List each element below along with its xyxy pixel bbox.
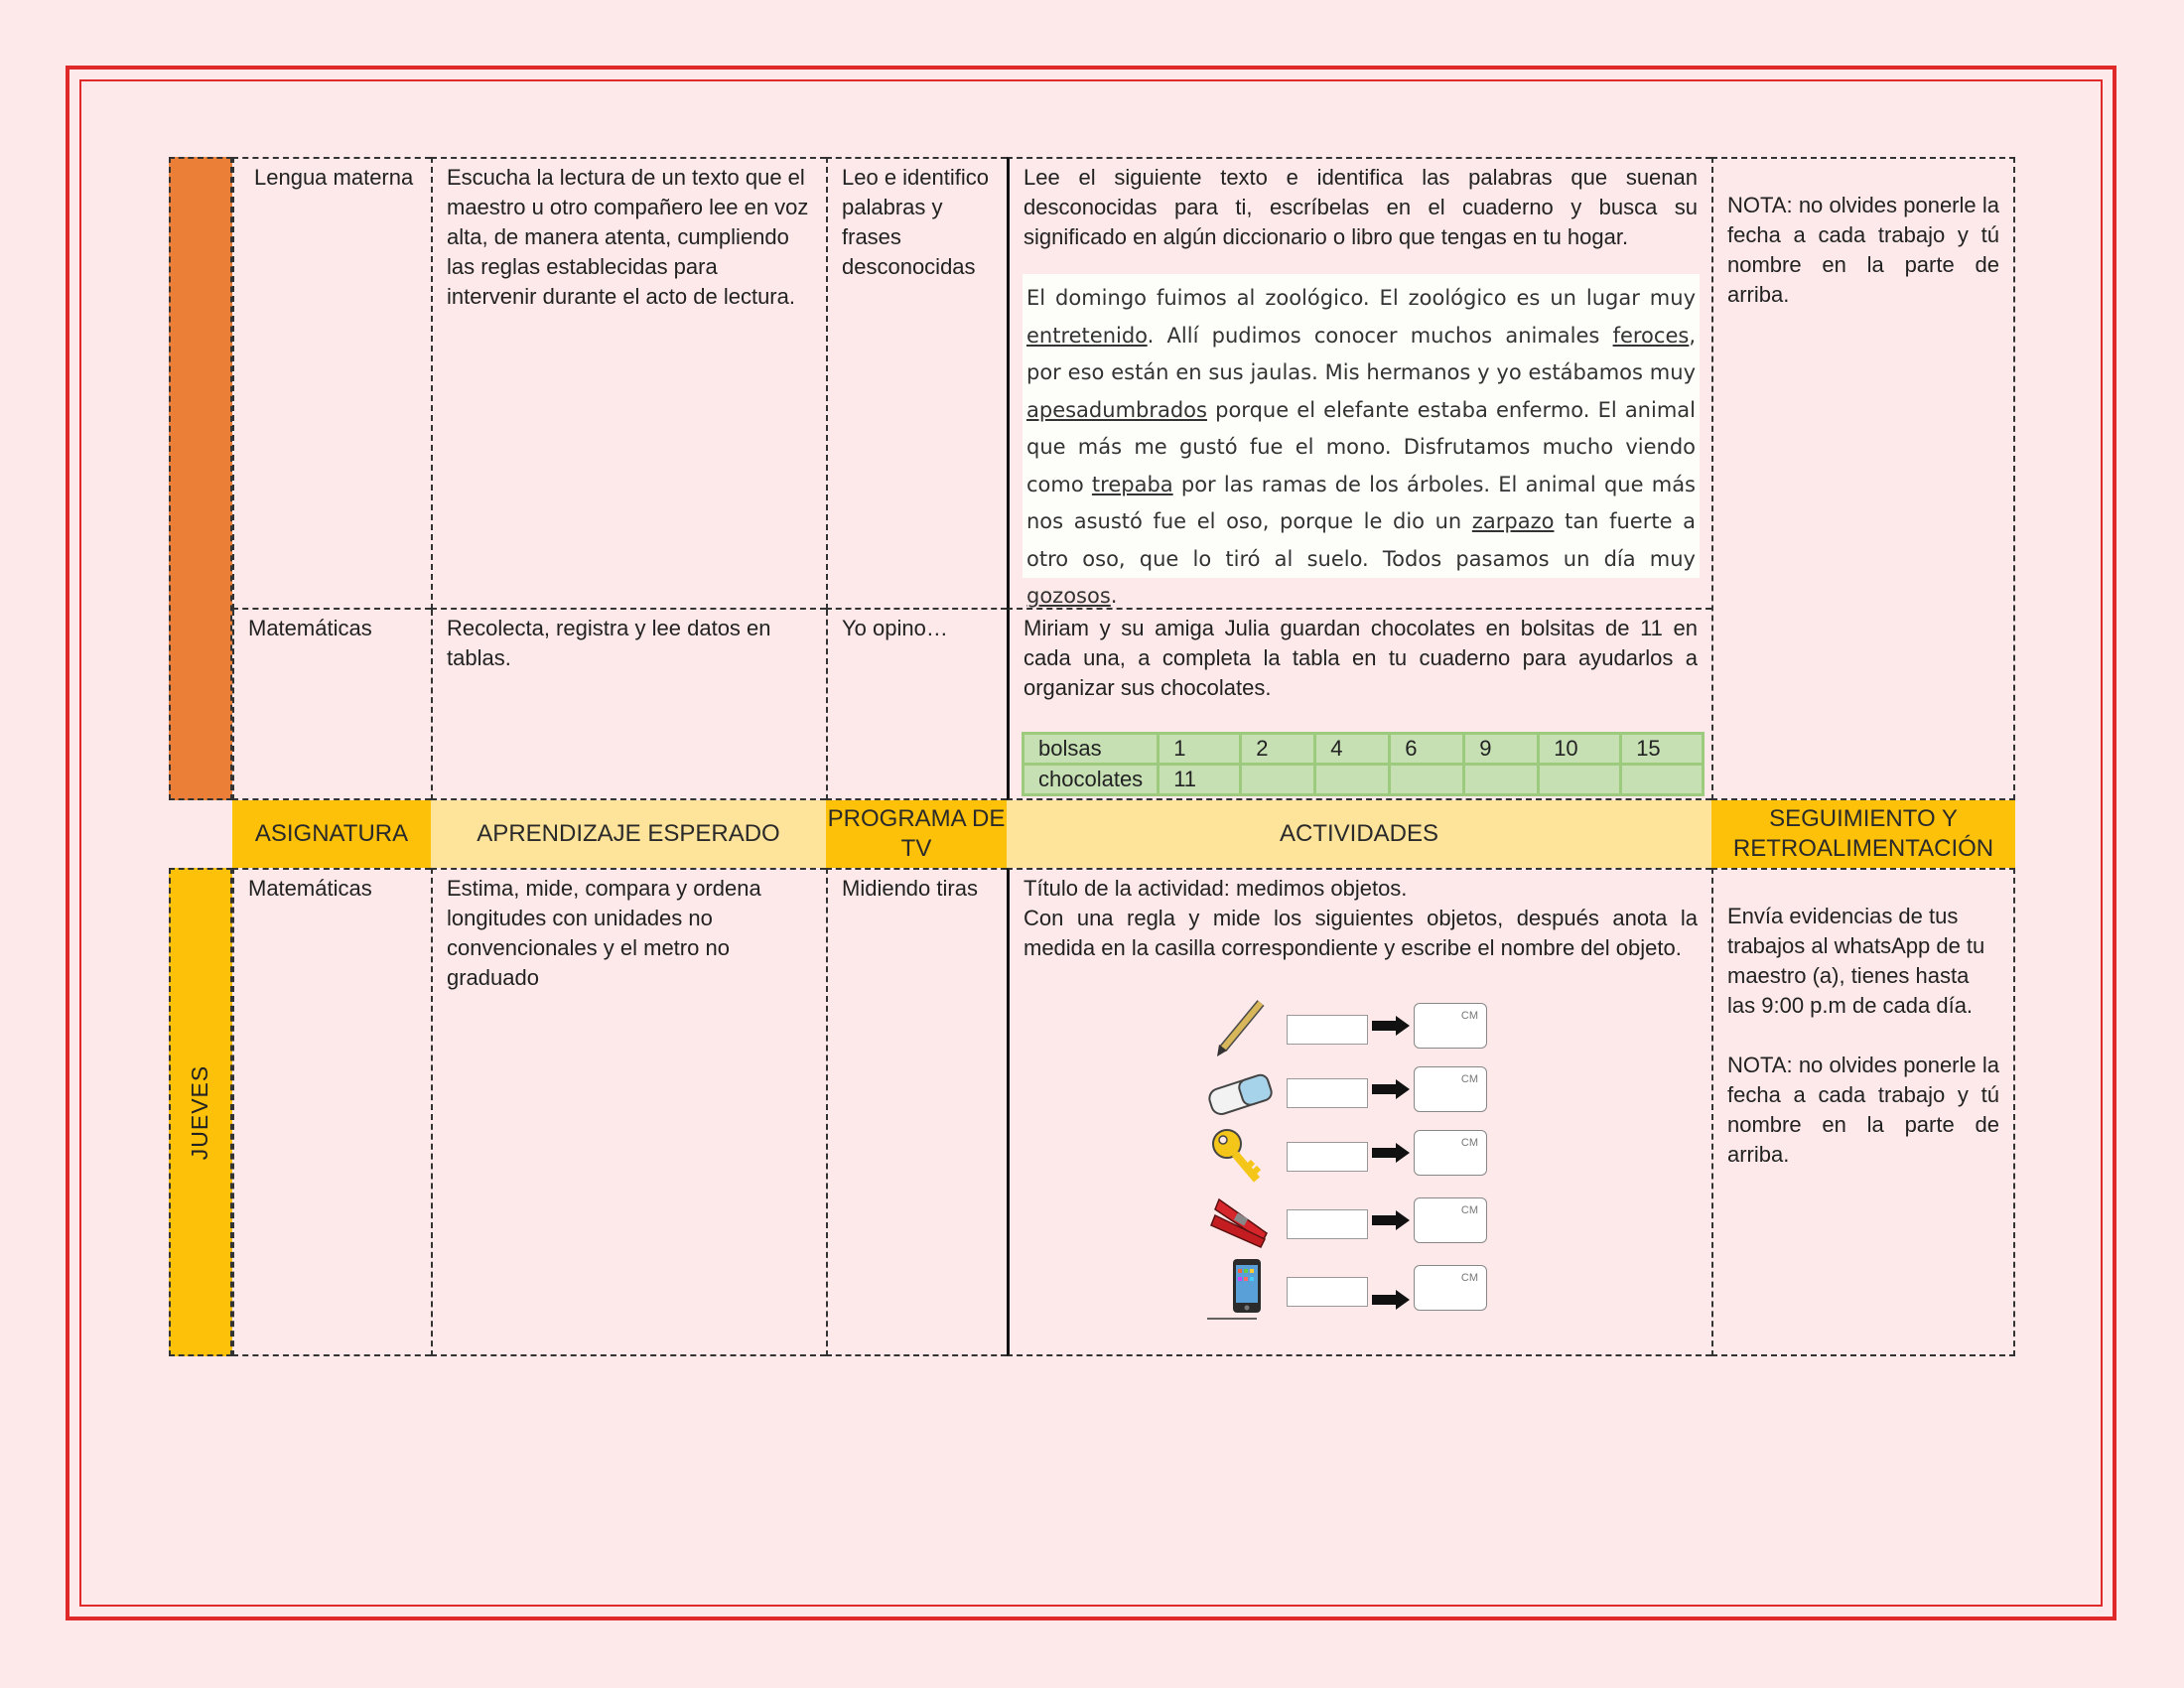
word-trepaba: trepaba: [1091, 472, 1173, 496]
row2-subject: Matemáticas: [232, 610, 431, 800]
row2-program: Yo opino…: [826, 610, 1007, 800]
pencil-icon: [1201, 995, 1277, 1058]
cm-box[interactable]: CM: [1414, 1130, 1487, 1176]
word-gozosos: gozosos: [1026, 584, 1111, 608]
row3-followup: [1711, 868, 2015, 1356]
table-row-chocolates: chocolates 11: [1024, 765, 1704, 795]
arrow-icon: [1372, 1148, 1398, 1158]
header-programa: PROGRAMA DE TV: [826, 800, 1007, 868]
arrow-icon: [1372, 1084, 1398, 1094]
day-band-thursday: [169, 868, 232, 1356]
measure-row-pencil: [1201, 995, 1499, 1058]
row1-program: Leo e identifico palabras y frases desconocidas: [826, 157, 1007, 610]
cm-box[interactable]: CM: [1414, 1066, 1487, 1112]
table-row-bolsas: bolsas 1 2 4 6 9 10 15: [1024, 734, 1704, 765]
measure-row-eraser: [1201, 1058, 1499, 1122]
followup-note: NOTA: no olvides ponerle la fecha a cada trabajo y tú nombre en la parte de arriba.: [1727, 1053, 1999, 1167]
row1-followup: NOTA: no olvides ponerle la fecha a cada trabajo y tú nombre en la parte de arriba.: [1711, 157, 2015, 800]
header-aprendizaje: APRENDIZAJE ESPERADO: [431, 800, 826, 868]
cm-box[interactable]: CM: [1414, 1003, 1487, 1049]
measure-field[interactable]: [1287, 1209, 1368, 1239]
arrow-icon: [1372, 1215, 1398, 1225]
reading-passage: El domingo fuimos al zoológico. El zoológico es un lugar muy entretenido. Allí pudimos conocer muchos animales feroces, por eso están en sus jaulas. Mis hermanos y yo estábamos muy apesadumbrados porque el elefante estaba enfermo. El animal que más me gustó fue el mono. Disfrutamos mucho viendo como trepaba por las ramas de los árboles. El animal que más nos asustó fue el oso, porque le dio un zarpazo tan fuerte a otro oso, que lo tiró al suelo. Todos pasamos un día muy gozosos.: [1026, 286, 1697, 608]
eraser-icon: [1201, 1058, 1277, 1122]
arrow-icon: [1372, 1295, 1398, 1305]
followup-evidence: Envía evidencias de tus trabajos al whatsApp de tu maestro (a), tienes hasta las 9:00 p.m de cada día.: [1727, 904, 1985, 1018]
word-feroces: feroces: [1612, 323, 1690, 348]
row2-activity: Miriam y su amiga Julia guardan chocolates en bolsitas de 11 en cada una, a completa la tabla en tu cuaderno para ayudarlos a organizar sus chocolates.: [1007, 610, 1711, 800]
measure-field[interactable]: [1287, 1078, 1368, 1108]
header-asignatura: ASIGNATURA: [232, 800, 431, 868]
word-entretenido: entretenido: [1026, 323, 1148, 348]
word-zarpazo: zarpazo: [1471, 509, 1555, 533]
row2-learning: Recolecta, registra y lee datos en tablas.: [431, 610, 826, 800]
measure-row-phone: [1201, 1257, 1499, 1321]
key-icon: [1201, 1122, 1277, 1186]
measure-field[interactable]: [1287, 1142, 1368, 1172]
arrow-icon: [1372, 1021, 1398, 1031]
row3-learning: Estima, mide, compara y ordena longitudes con unidades no convencionales y el metro no graduado: [431, 868, 826, 1356]
day-band-previous: [169, 157, 232, 800]
word-apesadumbrados: apesadumbrados: [1026, 397, 1207, 422]
header-actividades: ACTIVIDADES: [1007, 800, 1711, 868]
measure-row-clothespin: [1201, 1190, 1499, 1253]
cm-box[interactable]: CM: [1414, 1265, 1487, 1311]
row3-activity-title: Título de la actividad: medimos objetos.: [1024, 876, 1408, 901]
clothespin-icon: [1201, 1190, 1277, 1253]
reading-passage-image: [1023, 274, 1700, 608]
day-label-thursday: JUEVES: [187, 1064, 213, 1160]
row1-subject: Lengua materna: [232, 157, 431, 610]
row1-learning: Escucha la lectura de un texto que el maestro u otro compañero lee en voz alta, de manera atenta, cumpliendo las reglas establecidas para intervenir durante el acto de lectura.: [431, 157, 826, 610]
measure-field[interactable]: [1287, 1015, 1368, 1045]
measure-field[interactable]: [1287, 1277, 1368, 1307]
row3-activity-text: Con una regla y mide los siguientes objetos, después anota la medida en la casilla correspondiente y escribe el nombre del objeto.: [1024, 906, 1698, 960]
row1-activity-text: Lee el siguiente texto e identifica las palabras que suenan desconocidas para ti, escríbelas en el cuaderno y busca su significado en algún diccionario o libro que tengas en tu hogar.: [1024, 165, 1698, 249]
cm-box[interactable]: CM: [1414, 1197, 1487, 1243]
measure-row-key: [1201, 1122, 1499, 1186]
header-seguimiento: SEGUIMIENTO Y RETROALIMENTACIÓN: [1711, 800, 2015, 868]
chocolates-table: [1022, 732, 1705, 796]
phone-icon: [1201, 1257, 1277, 1321]
row3-subject: Matemáticas: [232, 868, 431, 1356]
row3-program: Midiendo tiras: [826, 868, 1007, 1356]
